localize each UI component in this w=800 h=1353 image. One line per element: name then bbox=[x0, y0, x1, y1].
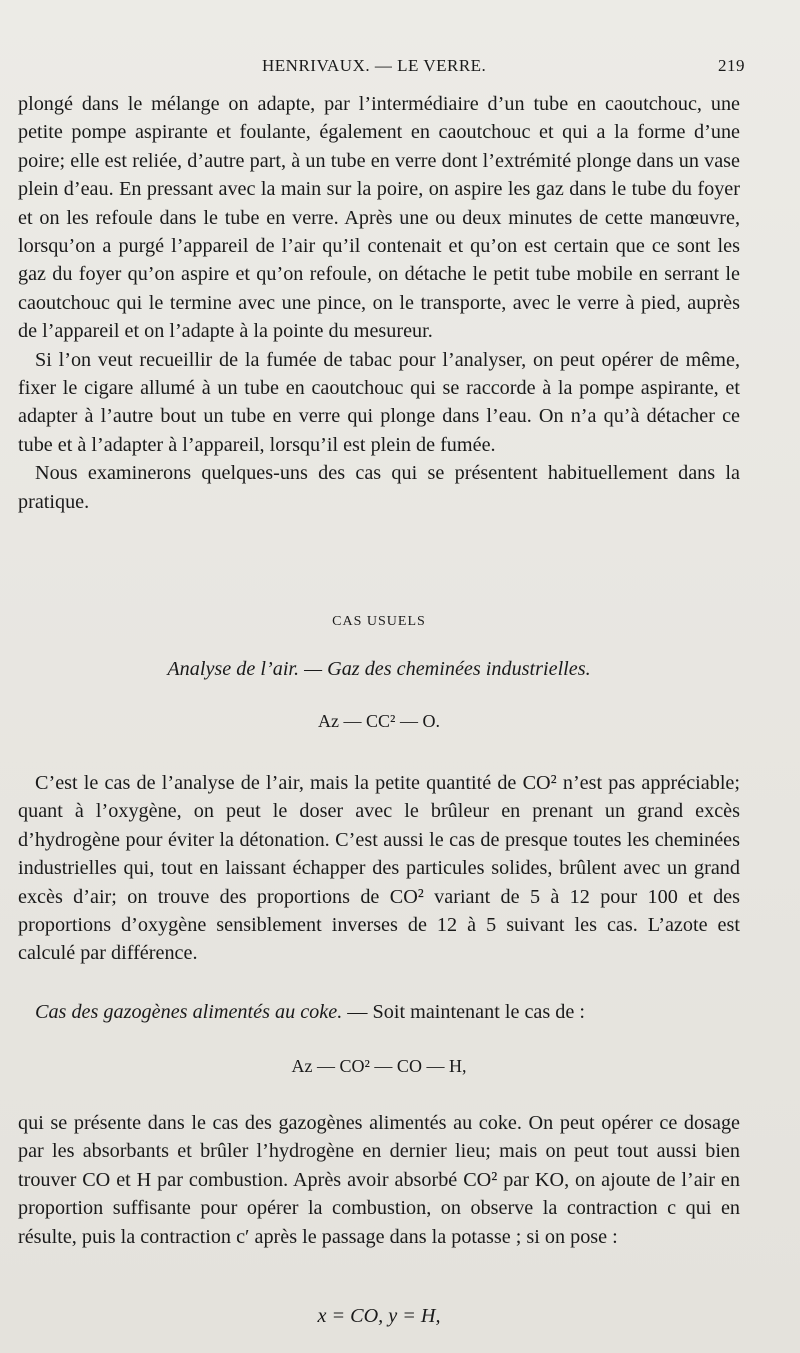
subheading-air: Analyse de l’air. — Gaz des cheminées industrielles. bbox=[167, 658, 591, 680]
paragraph-block-2 bbox=[18, 769, 740, 968]
page-number: 219 bbox=[718, 56, 745, 75]
paragraph-tabac: Si l’on veut recueillir de la fumée de tabac pour l’analyser, on peut opérer de même, fixer le cigare allumé à un tube en caoutchouc qui se raccorde à la pompe aspirante, et adapter à l’autre bout un tube en verre qui plonge dans l’eau. On n’a qu’à détacher ce tube et à l’adapter à l’appareil, lorsqu’il est plein de fumée. bbox=[18, 348, 740, 456]
formula-xy: x = CO, y = H, bbox=[317, 1305, 441, 1327]
paragraph-block-3 bbox=[18, 998, 740, 1026]
paragraph-continued: plongé dans le mélange on adapte, par l’intermédiaire d’un tube en caoutchouc, une petite pompe aspirante et foulante, également en caoutchouc et qui a la forme d’une poire; elle est reliée, d’autre part, à un tube en verre dont l’extrémité plonge dans un vase plein d’eau. En pressant avec la main sur la poire, on aspire les gaz dans le tube du foyer et on les refoule dans le tube en verre. Après une ou deux minutes de cette manœuvre, lorsqu’on a purgé l’appareil de l’air qu’il contenait et qu’on est certain que ce sont les gaz du foyer qu’on aspire et qu’on refoule, on détache le petit tube mobile en serrant le caoutchouc qui le termine avec une pince, on le transporte, avec le verre à pied, auprès de l’appareil et on l’adapte à la pointe du mesureur. bbox=[18, 93, 740, 343]
paragraph-block-1 bbox=[18, 90, 740, 516]
paragraph-block-4 bbox=[18, 1109, 740, 1251]
gazogenes-title: Cas des gazogènes alimentés au coke. bbox=[35, 1001, 343, 1023]
paragraph-dosage: qui se présente dans le cas des gazogènes alimentés au coke. On peut opérer ce dosage par les absorbants et brûler l’hydrogène en dernier lieu; mais on peut tout aussi bien trouver CO et H par combustion. Après avoir absorbé CO² par KO, on ajoute de l’air en proportion suffisante pour opérer la combustion, on observe la contraction c qui en résulte, puis la contraction c′ après le passage dans la potasse ; si on pose : bbox=[18, 1112, 740, 1248]
paragraph-gazogenes bbox=[18, 998, 740, 1026]
section-heading: CAS USUELS bbox=[332, 614, 426, 629]
paragraph-analyse-air: C’est le cas de l’analyse de l’air, mais la petite quantité de CO² n’est pas appréciable; quant à l’oxygène, on peut le doser avec le brûleur en prenant un grand excès d’hydrogène pour éviter la détonation. C’est aussi le cas de presque toutes les cheminées industrielles qui, tout en laissant échapper des particules solides, brûlent avec un grand excès d’air; on trouve des proportions de CO² variant de 5 à 12 pour 100 et des proportions d’oxygène sensiblement inverses de 12 à 5 suivant les cas. L’azote est calculé par différence. bbox=[18, 772, 740, 965]
formula-gazogenes: Az — CO² — CO — H, bbox=[291, 1056, 467, 1076]
running-title: HENRIVAUX. — LE VERRE. bbox=[262, 56, 487, 75]
page-header bbox=[0, 56, 800, 82]
formula-air: Az — CC² — O. bbox=[318, 711, 440, 731]
gazogenes-intro: — Soit maintenant le cas de : bbox=[342, 1001, 586, 1023]
paragraph-cas: Nous examinerons quelques-uns des cas qui se présentent habituellement dans la pratique. bbox=[18, 462, 740, 513]
